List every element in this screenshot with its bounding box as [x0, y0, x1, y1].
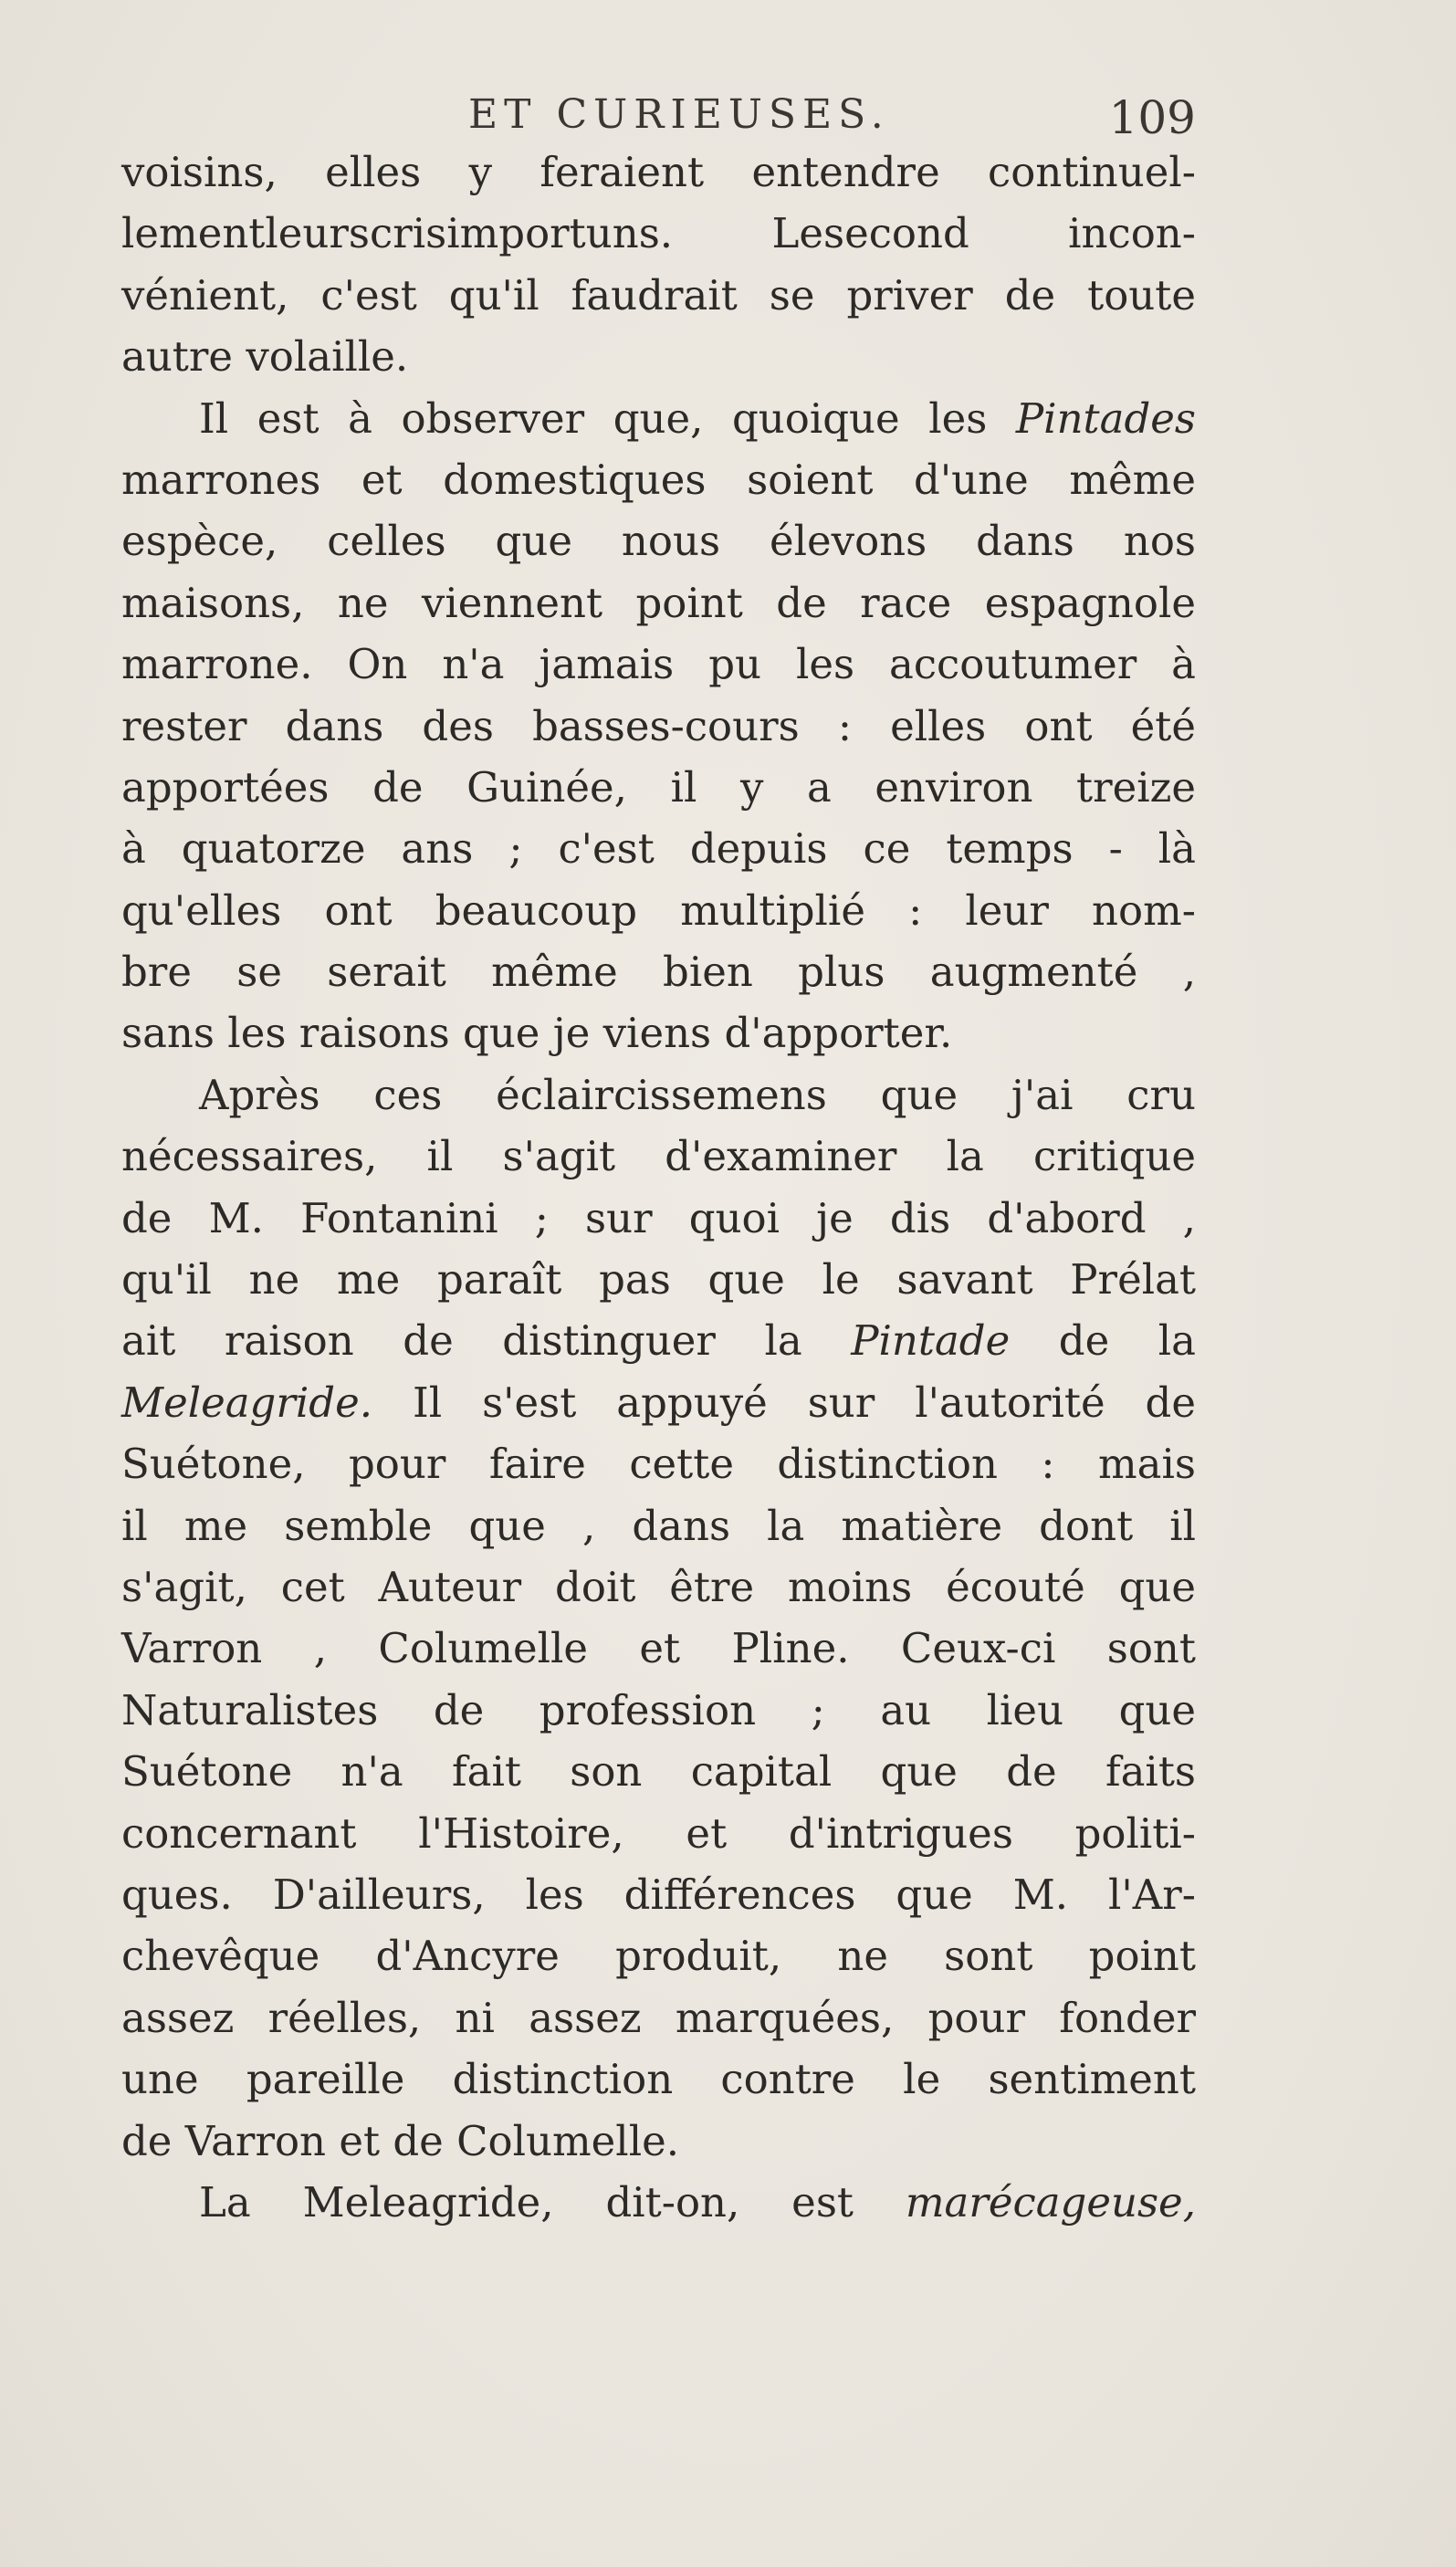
- text-line: rester dans des basses-cours : elles ont été: [121, 701, 1196, 750]
- text-line: bre se serait même bien plus augmenté ,: [121, 948, 1196, 997]
- italic-term: Pintades: [1015, 393, 1197, 443]
- text-line: lementleurscrisimportuns. Lesecond incon-: [121, 209, 1196, 258]
- text-line: ques. D'ailleurs, les différences que M. l'Ar-: [121, 1870, 1196, 1919]
- text-line: qu'il ne me paraît pas que le savant Prélat: [121, 1255, 1196, 1304]
- text-line: [121, 2172, 1196, 2233]
- text-segment: La Meleagride, dit-on, est: [199, 2177, 854, 2226]
- text-line: de Varron et de Columelle.: [121, 2116, 680, 2165]
- text-segment: Il s'est appuyé sur l'autorité de: [412, 1378, 1196, 1427]
- text-line: Naturalistes de profession ; au lieu que: [121, 1685, 1196, 1734]
- text-line: qu'elles ont beaucoup multiplié : leur nom-: [121, 885, 1196, 935]
- text-line: à quatorze ans ; c'est depuis ce temps - là: [121, 824, 1196, 874]
- text-line: Varron , Columelle et Pline. Ceux-ci sont: [121, 1624, 1196, 1673]
- text-line: vénient, c'est qu'il faudrait se priver de toute: [121, 270, 1196, 320]
- text-line: voisins, elles y feraient entendre continuel-: [121, 148, 1196, 196]
- text-line: [121, 1372, 1196, 1433]
- text-line: [121, 1310, 1196, 1371]
- text-line: sans les raisons que je viens d'apporter.: [121, 1009, 953, 1058]
- text-segment: Il est à observer que, quoique les: [199, 393, 988, 443]
- text-line: une pareille distinction contre le sentiment: [121, 2055, 1196, 2104]
- running-head: ET CURIEUSES.: [468, 91, 890, 138]
- text-line: maisons, ne viennent point de race espagnole: [121, 578, 1196, 627]
- italic-term: Meleagride.: [121, 1378, 373, 1427]
- text-line: concernant l'Histoire, et d'intrigues politi-: [121, 1808, 1196, 1858]
- text-line: [121, 388, 1196, 449]
- text-line: assez réelles, ni assez marquées, pour fonder: [121, 1993, 1196, 2042]
- text-segment: ait raison de distinguer la: [121, 1316, 802, 1366]
- text-line: nécessaires, il s'agit d'examiner la critique: [121, 1132, 1196, 1181]
- text-line: s'agit, cet Auteur doit être moins écouté que: [121, 1562, 1196, 1611]
- text-line: de M. Fontanini ; sur quoi je dis d'abord ,: [121, 1193, 1196, 1242]
- italic-term: Pintade: [851, 1316, 1011, 1366]
- text-segment: de la: [1058, 1316, 1196, 1366]
- page-number: 109: [1108, 91, 1196, 144]
- text-line: apportées de Guinée, il y a environ treize: [121, 762, 1196, 812]
- text-line: il me semble que , dans la matière dont il: [121, 1501, 1196, 1550]
- text-line: autre volaille.: [121, 332, 409, 382]
- body-text: [121, 141, 1196, 2233]
- text-line: Suétone n'a fait son capital que de faits: [121, 1747, 1196, 1797]
- page-header: [121, 91, 1196, 146]
- text-line: Suétone, pour faire cette distinction : mais: [121, 1440, 1196, 1489]
- text-line: chevêque d'Ancyre produit, ne sont point: [121, 1932, 1196, 1981]
- text-line: Après ces éclaircissemens que j'ai cru: [199, 1070, 1196, 1119]
- text-line: marrone. On n'a jamais pu les accoutumer à: [121, 640, 1196, 689]
- text-line: espèce, celles que nous élevons dans nos: [121, 517, 1196, 566]
- text-line: marrones et domestiques soient d'une même: [121, 455, 1196, 504]
- italic-term: marécageuse,: [905, 2177, 1196, 2226]
